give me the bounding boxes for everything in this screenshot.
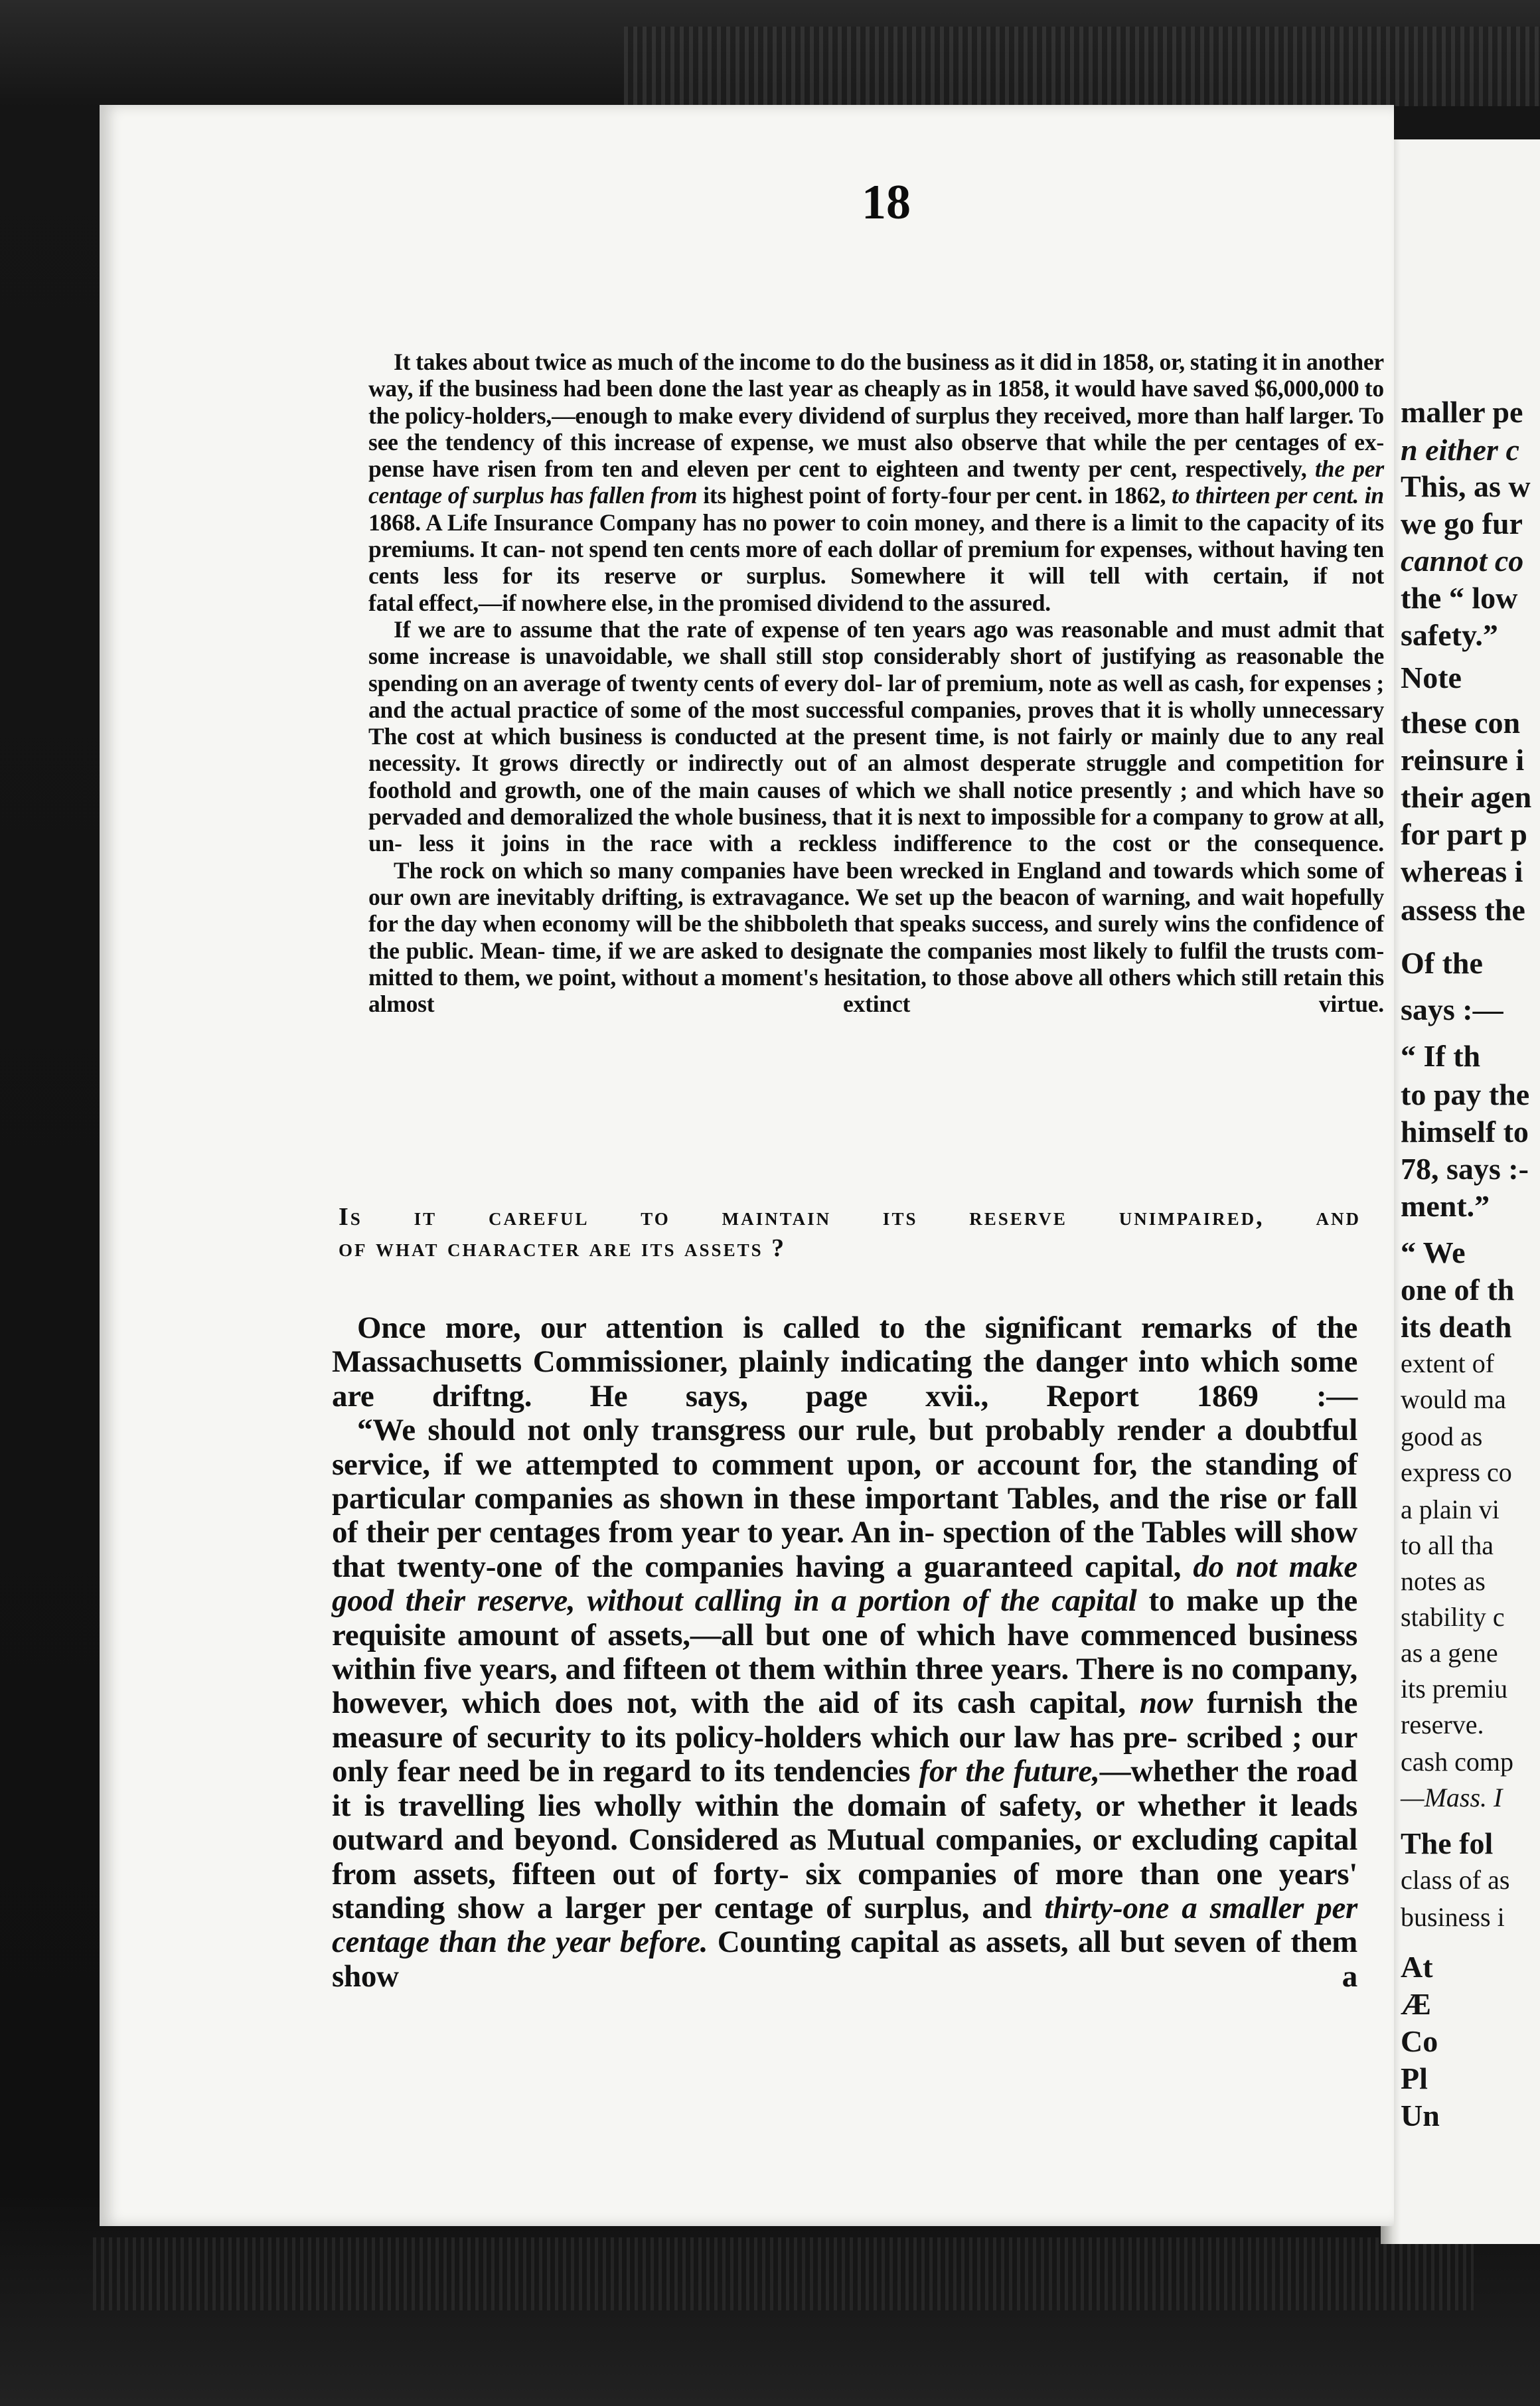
text-line: Massachusetts Commissioner, plainly indicating the danger into which (332, 1344, 1280, 1380)
text-line: ten cents less for its reserve or surplus. Somewhere it will tell with certain, if not (368, 536, 1384, 590)
text-line: scribed ; our only fear need be in regard to its tendencies (332, 1720, 1358, 1789)
text-line: doubtful service, if we attempted to comment upon, or account for, the (332, 1413, 1358, 1482)
text-line: the whole business, that it is next to impossible for a company to grow at all, un- (368, 803, 1384, 857)
facing-page-line: its death (1401, 1310, 1512, 1344)
facing-page-line: assess the (1401, 893, 1525, 927)
text-line: standing of particular companies as shown in these important Tables, (332, 1447, 1357, 1516)
text-line: however, which does not, with the aid of its cash capital, (332, 1686, 1126, 1721)
italic-phrase: to thirteen per cent. in (1172, 482, 1384, 509)
facing-page-line: says :— (1401, 993, 1503, 1026)
text-line: 1868. A Life Insurance Company has no (368, 509, 767, 536)
text-line: per cent. in 1862, (996, 482, 1166, 509)
section-heading (339, 1202, 1361, 1264)
text-line: pense have risen from ten and eleven per cent to eighteen and twenty per cent, (368, 455, 1177, 483)
text-line: assets,—all but one of which have commenced business within five (332, 1617, 1358, 1687)
facing-page-line: At (1401, 1950, 1433, 1984)
page-number: 18 (862, 175, 911, 230)
text-line: must admit that some increase is unavoidable, we shall still stop considerably short (368, 615, 1384, 670)
italic-phrase: for the (919, 1754, 1005, 1789)
italic-phrase: thirty-one a smaller per centage than the year (332, 1890, 1358, 1960)
text-line: mitted to them, we point, without a moment's hesitation, to those above all others (368, 963, 1171, 991)
text-line: or, stating it in another way, if the business had been done the last year as cheaply (368, 349, 1384, 402)
text-line: The rock on which so many companies have been wrecked in England and (394, 856, 1146, 884)
facing-page-line: these con (1401, 706, 1521, 740)
facing-page-line: would ma (1401, 1384, 1506, 1414)
facing-page-line: cannot co (1401, 544, 1524, 578)
facing-page-line: The fol (1401, 1826, 1494, 1860)
paragraph-rock (368, 857, 1384, 1018)
paragraph-commissioner (332, 1311, 1357, 1413)
text-line: Once more, our attention is called to the significant remarks of the (357, 1311, 1357, 1345)
italic-phrase: future, (1013, 1754, 1100, 1789)
scan-edge-bottom (93, 2237, 1474, 2310)
facing-page-line: Note (1401, 661, 1462, 694)
italic-phrase: do not make good their reserve, without (332, 1549, 1357, 1619)
facing-page-line: “ If th (1401, 1039, 1481, 1073)
italic-phrase: before. (619, 1925, 708, 1960)
text-line: time, if we are asked to designate the companies most likely to fulfil the trusts com- (552, 937, 1385, 964)
facing-page-line: notes as (1401, 1566, 1486, 1596)
facing-page-line: we go fur (1401, 507, 1523, 540)
facing-page-line: Of the (1401, 946, 1483, 980)
facing-page-line: Æ (1401, 1987, 1431, 2021)
facing-page-line: reserve. (1401, 1710, 1484, 1739)
facing-page-line: one of th (1401, 1273, 1515, 1307)
facing-page-line: cash comp (1401, 1747, 1513, 1777)
facing-page-line: This, as w (1401, 469, 1531, 503)
text-line: respectively, (1185, 455, 1307, 483)
heading-line: of what character are its assets ? (339, 1234, 787, 1262)
facing-page-line: to pay the (1401, 1078, 1530, 1111)
text-line: having a guaranteed capital, (795, 1549, 1182, 1584)
text-line: struggle and competition for foothold and growth, one of the main causes of (368, 750, 1384, 803)
text-line: at which business is conducted at the present time, is not fairly or mainly due to (463, 723, 1292, 750)
facing-page-line: Un (1401, 2099, 1440, 2132)
heading-line: Is it careful to maintain its reserve unimpaired, and (339, 1203, 1361, 1231)
text-line: of this increase of expense, we must also observe that while the per centages of ex- (542, 428, 1384, 455)
facing-page-line: business i (1401, 1902, 1505, 1932)
text-line: as in 1858, it would have saved $6,000,000 to the policy-holders,—enough to make (368, 375, 1384, 429)
text-line: six companies of more than one years' standing show a larger per (332, 1856, 1357, 1925)
text-line: Counting capital as assets, all but seven of them show a (332, 1925, 1358, 1994)
facing-page-line: as a gene (1401, 1638, 1498, 1668)
text-line: spection of the Tables will show that twenty-one of the companies (332, 1515, 1358, 1584)
text-line: and the rise or fall of their per centages from year to year. An in- (332, 1481, 1358, 1550)
text-line: furnish (1207, 1686, 1303, 1721)
paragraph-rate (368, 616, 1384, 857)
facing-page-line: n either c (1401, 433, 1519, 467)
text-line: lar of premium, note as well as cash, for expenses ; and the actual practice of some (368, 669, 1384, 723)
text-line: its highest point of forty-four (703, 482, 991, 509)
paragraph-quotation (332, 1413, 1357, 1994)
facing-page-line: its premiu (1401, 1674, 1508, 1704)
facing-page-line: for part p (1401, 817, 1527, 851)
facing-page-line: ment.” (1401, 1189, 1490, 1223)
text-line: the measure of security to its policy-holders which our law has pre- (332, 1686, 1358, 1755)
text-line: some are driftng. He says, page xvii., Report 1869 :— (332, 1344, 1358, 1413)
text-line: up the beacon of warning, and wait hopefully for the day when economy will be the (368, 883, 1384, 937)
text-line: centage of surplus, and (714, 1890, 1032, 1925)
text-line: every dividend of surplus they received, more than half larger. To see the tendency (368, 402, 1384, 455)
italic-phrase: now (1139, 1686, 1193, 1721)
paragraph-expense (368, 349, 1384, 590)
italic-phrase: calling in a portion of the capital (694, 1583, 1137, 1619)
facing-page-line: the “ low (1401, 581, 1518, 615)
facing-page-line: express co (1401, 1457, 1512, 1487)
facing-page-line: reinsure i (1401, 743, 1525, 777)
section-large-text (332, 1311, 1357, 1994)
text-line: If we are to assume that the rate of expense of ten years ago was reasonable and (394, 615, 1213, 643)
facing-page-line: their agen (1401, 780, 1532, 814)
facing-page-line: maller pe (1401, 395, 1523, 429)
facing-page-line: class of as (1401, 1865, 1510, 1895)
section-small-text (368, 349, 1384, 1017)
facing-page-line: 78, says :- (1401, 1152, 1529, 1186)
text-line: which we shall notice presently ; and which have so pervaded and demoralized (368, 776, 1384, 831)
text-line: fatal effect,—if nowhere else, in the promised dividend to the assured. (368, 589, 1051, 616)
text-line: years, and fifteen ot them within three years. There is no company, (479, 1652, 1357, 1687)
text-line: shibboleth that speaks success, and surely wins the confidence of the public. Mean- (368, 910, 1384, 964)
text-line: —whether the road it is travelling lies wholly within the domain (332, 1754, 1358, 1823)
facing-page-line: to all tha (1401, 1530, 1494, 1560)
facing-page-line: whereas i (1401, 854, 1523, 888)
facing-page-line: safety.” (1401, 618, 1498, 652)
scan-edge-top (624, 27, 1540, 106)
facing-page-fragment (1381, 139, 1540, 2244)
facing-page-line: himself to (1401, 1115, 1529, 1149)
facing-page-line: Co (1401, 2024, 1438, 2058)
text-line: of justifying as reasonable the spending on an average of twenty cents of every dol- (368, 643, 1384, 696)
text-line: It takes about twice as much of the income to do the business as it did in 1858, (394, 349, 1154, 375)
text-line: towards which some of our own are inevitably drifting, is extravagance. We set (368, 856, 1384, 910)
text-line: any real necessity. It grows directly or indirectly out of an almost desperate (368, 723, 1384, 777)
facing-page-line: good as (1401, 1421, 1483, 1451)
text-line: of safety, or whether it leads outward and beyond. Considered as (332, 1788, 1358, 1858)
facing-page-line: extent of (1401, 1348, 1495, 1378)
text-line: power to coin money, and there is a limit to the capacity of its premiums. It can- (368, 509, 1384, 563)
text-line: to make up the requisite amount of (332, 1583, 1357, 1652)
italic-phrase: the per centage of surplus has fallen from (368, 455, 1384, 509)
facing-page-line: a plain vi (1401, 1494, 1500, 1524)
facing-page-line: —Mass. I (1401, 1783, 1503, 1812)
text-line: less it joins in the race with a reckless indifference to the cost or the consequence. (418, 830, 1384, 857)
facing-page-line: “ We (1401, 1236, 1466, 1269)
paragraph-end (368, 590, 1384, 616)
text-line: which still retain this almost extinct virtue. (368, 963, 1384, 1018)
text-line: of the most successful companies, proves that it is wholly unnecessary The cost (368, 696, 1384, 750)
text-line: “We should not only transgress our rule, but probably render a (357, 1413, 1233, 1448)
text-line: not spend ten cents more of each dollar of premium for expenses, without having (551, 536, 1348, 563)
facing-page-line: stability c (1401, 1602, 1505, 1632)
facing-page-line: Pl (1401, 2061, 1428, 2095)
text-line: Mutual companies, or excluding capital from assets, fifteen out of forty- (332, 1822, 1358, 1891)
